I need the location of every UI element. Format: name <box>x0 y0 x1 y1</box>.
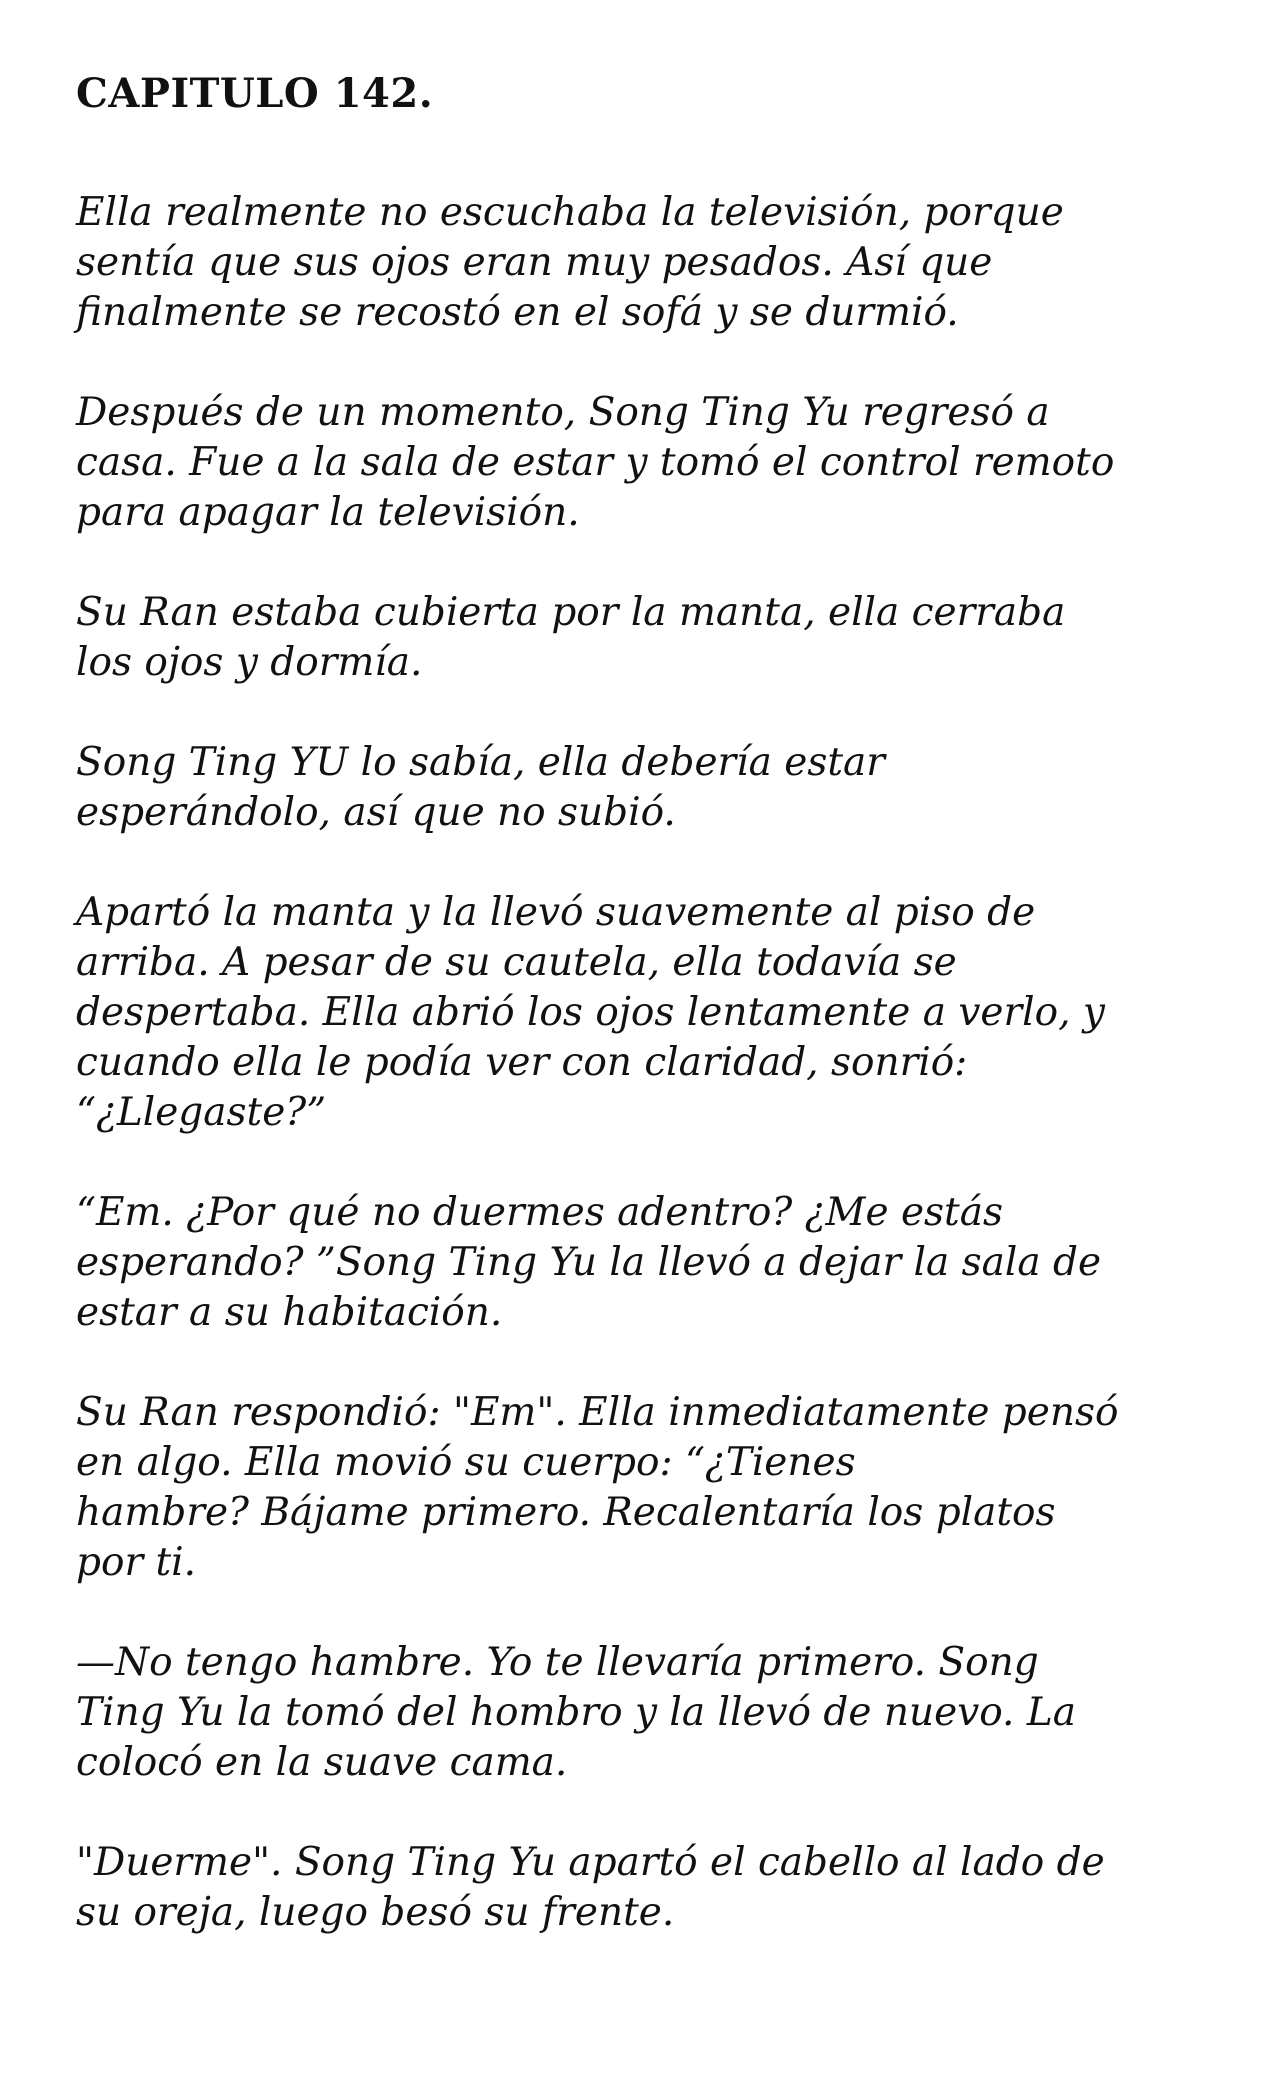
paragraph-8: —No tengo hambre. Yo te llevaría primero. Song Ting Yu la tomó del hombro y la llevó de nuevo. La colocó en la suave cama. <box>76 1640 1076 1785</box>
paragraph-6: “Em. ¿Por qué no duermes adentro? ¿Me estás esperando? ”Song Ting Yu la llevó a dejar la sala de estar a su habitación. <box>76 1190 1102 1335</box>
paragraph-2: Después de un momento, Song Ting Yu regresó a casa. Fue a la sala de estar y tomó el control remoto para apagar la televisión. <box>76 390 1115 535</box>
document-page <box>76 70 1216 1938</box>
paragraph-5: Apartó la manta y la llevó suavemente al piso de arriba. A pesar de su cautela, ella todavía se despertaba. Ella abrió los ojos lentamente a verlo, y cuando ella le podía ver con claridad, sonrió: “¿Llegaste?” <box>76 890 1105 1135</box>
paragraph-7: Su Ran respondió: "Em". Ella inmediatamente pensó en algo. Ella movió su cuerpo: “¿Tienes hambre? Bájame primero. Recalentaría los platos por ti. <box>76 1390 1119 1585</box>
paragraph-3: Su Ran estaba cubierta por la manta, ella cerraba los ojos y dormía. <box>76 590 1066 685</box>
paragraph-1: Ella realmente no escuchaba la televisión, porque sentía que sus ojos eran muy pesados. Así que finalmente se recostó en el sofá y se durmió. <box>76 190 1064 335</box>
chapter-title: CAPITULO 142. <box>76 70 434 117</box>
paragraph-9: "Duerme". Song Ting Yu apartó el cabello al lado de su oreja, luego besó su frente. <box>76 1840 1105 1935</box>
paragraph-4: Song Ting YU lo sabía, ella debería estar esperándolo, así que no subió. <box>76 740 885 835</box>
